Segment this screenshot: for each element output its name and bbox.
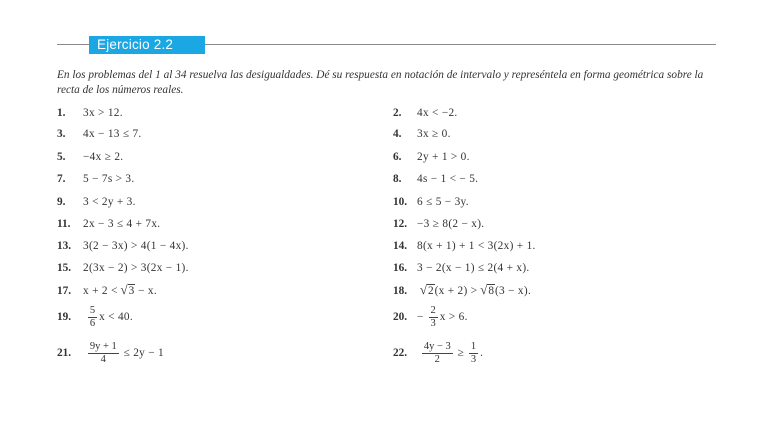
problem-17: 17. x + 2 < √3 − x. [57, 282, 157, 297]
problem-10: 10. 6 ≤ 5 − 3y. [393, 196, 469, 208]
problem-18: 18. √2(x + 2) > √8(3 − x). [393, 282, 532, 297]
problem-2: 2. 4x < −2. [393, 107, 458, 119]
problem-9: 9. 3 < 2y + 3. [57, 196, 136, 208]
problem-20: 20. − $\frac{2}{3}$ x > 6. [393, 305, 468, 329]
sqrt-symbol: √3 [120, 282, 135, 297]
instructions-text: En los problemas del 1 al 34 resuelva las desigualdades. Dé su respuesta en notación de intervalo y represéntela en forma geométrica sobre la recta de los números reales. [57, 69, 704, 96]
header-rule-left [57, 44, 89, 45]
problem-4: 4. 3x ≥ 0. [393, 128, 451, 140]
fraction: $\frac{2}{3}$ [430, 305, 436, 329]
problem-5: 5. −4x ≥ 2. [57, 151, 124, 163]
fraction: $\frac{9y + 1}{4}$ [89, 340, 117, 365]
problem-8: 8. 4s − 1 < − 5. [393, 173, 479, 185]
problem-3: 3. 4x − 13 ≤ 7. [57, 128, 142, 140]
problem-14: 14. 8(x + 1) + 1 < 3(2x) + 1. [393, 240, 536, 252]
problem-6: 6. 2y + 1 > 0. [393, 151, 470, 163]
sqrt-symbol: √8 [480, 282, 494, 297]
header-rule-right [205, 44, 716, 45]
problem-11: 11. 2x − 3 ≤ 4 + 7x. [57, 218, 161, 230]
exercise-badge: Ejercicio 2.2 [89, 36, 205, 54]
problem-15: 15. 2(3x − 2) > 3(2x − 1). [57, 262, 189, 274]
problem-19: 19. $\frac{5}{6}$ x < 40. [57, 305, 133, 329]
sqrt-symbol: √2 [419, 282, 434, 297]
problem-16: 16. 3 − 2(x − 1) ≤ 2(4 + x). [393, 262, 530, 274]
problem-1: 1. 3x > 12. [57, 107, 123, 119]
fraction: $\frac{1}{3}$ [470, 340, 477, 365]
problem-12: 12. −3 ≥ 8(2 − x). [393, 218, 485, 230]
problem-7: 7. 5 − 7s > 3. [57, 173, 135, 185]
fraction: $\frac{4y - 3}{2}$ [423, 340, 451, 365]
problem-13: 13. 3(2 − 3x) > 4(1 − 4x). [57, 240, 189, 252]
problem-21: 21. $\frac{9y + 1}{4}$ ≤ 2y − 1 [57, 340, 164, 365]
problem-22: 22. $\frac{4y - 3}{2}$ ≥ $\frac{1}{3}$ . [393, 340, 484, 365]
fraction: $\frac{5}{6}$ [89, 305, 96, 329]
